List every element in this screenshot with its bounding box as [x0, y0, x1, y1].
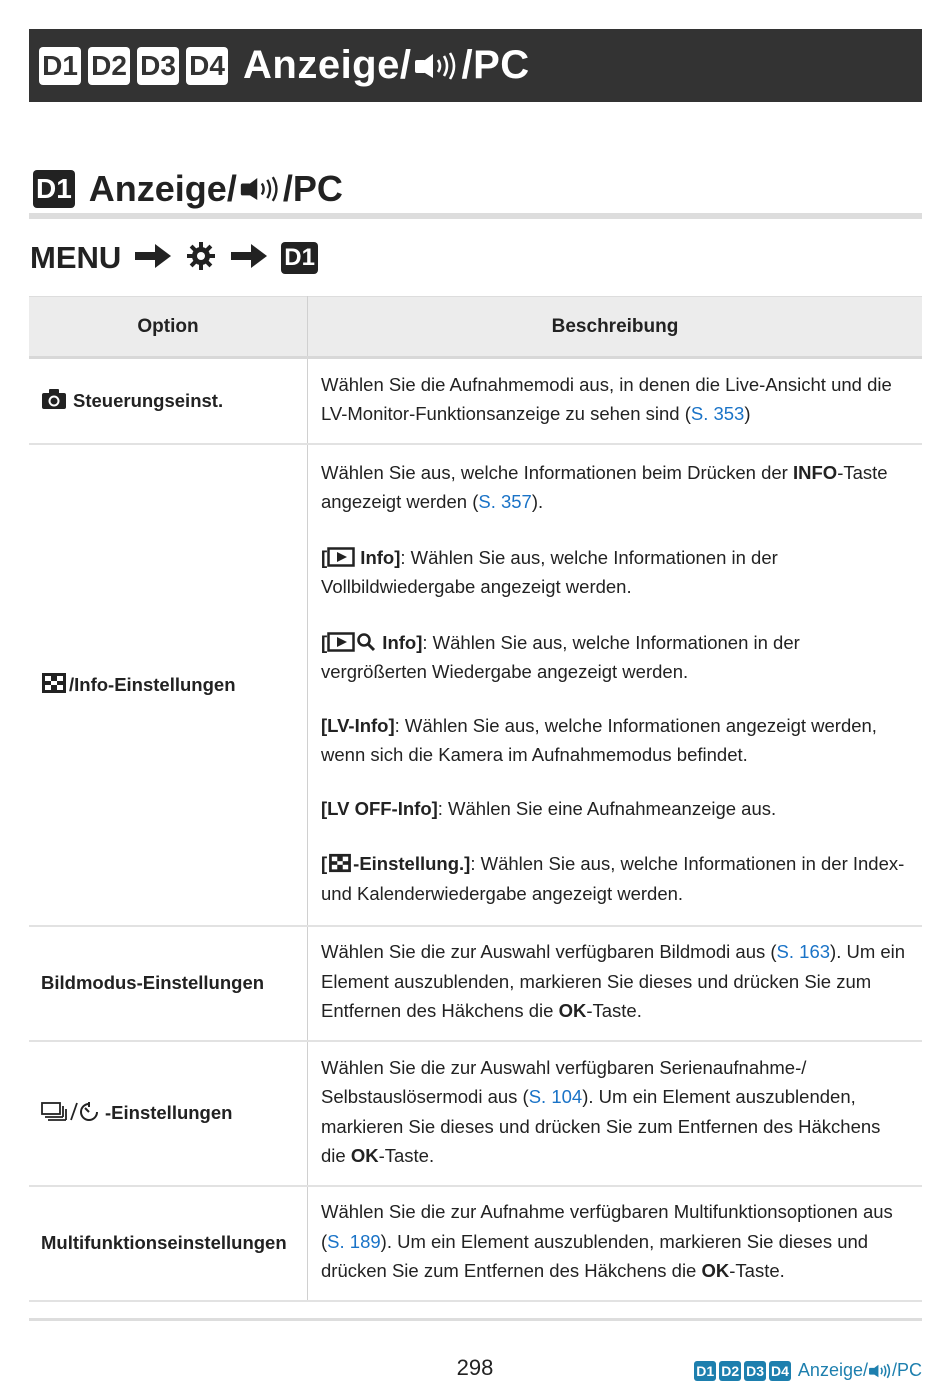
table-row: [29, 926, 922, 1041]
speaker-wireless-icon: [239, 175, 281, 203]
option-label: Bildmodus-Einstellungen: [41, 972, 265, 994]
footer-badge-d2: D2: [721, 1362, 740, 1379]
menu-badge-d1: D1: [281, 242, 318, 274]
item-label: [LV-Info]: [321, 714, 395, 736]
column-header-option: Option: [29, 297, 308, 358]
table-header-row: [29, 297, 922, 358]
option-label: -Einstellungen: [105, 1102, 233, 1124]
description-text-part: ). Um ein Element auszublenden, markieren Sie dieses und drücken Sie zum Entfernen des Häkchens die: [321, 1230, 869, 1282]
speaker-wireless-icon: [413, 51, 459, 81]
page-link[interactable]: S. 353: [690, 403, 745, 425]
menu-label: MENU: [30, 240, 122, 275]
description-text-part: -Taste angezeigt werden (: [321, 461, 888, 513]
description-text-part: Wählen Sie die Aufnahmemodi aus, in denen die Live-Ansicht und die LV-Monitor-Funktionsanzeige zu sehen sind (: [321, 373, 892, 425]
column-header-description: Beschreibung: [308, 297, 923, 358]
arrow-right-icon: [229, 241, 269, 276]
chapter-badge-d1: D1: [39, 47, 81, 85]
section-divider: [29, 213, 922, 219]
description-text: [321, 1197, 910, 1286]
description-intro: [321, 458, 910, 517]
option-label: Steuerungseinst.: [73, 390, 224, 411]
item-label: [LV OFF-Info]: [321, 797, 438, 819]
description-text-part: ).: [531, 491, 544, 513]
item-label: Info]: [377, 631, 423, 653]
item-label: -Einstellung.]: [353, 853, 471, 875]
option-label: Multifunktionseinstellungen: [41, 1232, 287, 1254]
option-cell: [29, 1186, 308, 1301]
info-item: [321, 711, 910, 770]
option-cell: [29, 444, 308, 926]
description-cell: [308, 444, 923, 926]
description-cell: [308, 358, 923, 444]
chapter-badge-d4: D4: [186, 47, 228, 85]
footer-badge-d3: D3: [746, 1362, 765, 1379]
footer-badge-d1: D1: [696, 1362, 715, 1379]
option-cell: [29, 358, 308, 444]
description-text-part: Wählen Sie die zur Aufnahme verfügbaren Multifunktionsoptionen aus (: [321, 1201, 893, 1252]
chapter-title: [243, 43, 530, 88]
page-number: 298: [456, 1355, 494, 1380]
playback-icon: [327, 547, 355, 568]
item-text: : Wählen Sie eine Aufnahmeanzeige aus.: [437, 797, 777, 819]
item-text: : Wählen Sie aus, welche Informationen in der Index- und Kalenderwiedergabe angezeigt werden.: [321, 853, 905, 904]
description-text-part: -Taste.: [586, 1000, 642, 1022]
playback-zoom-icon: [327, 632, 377, 653]
menu-path: [30, 236, 318, 280]
page-link[interactable]: S. 357: [478, 491, 532, 513]
index-grid-icon: [41, 670, 67, 700]
gear-icon: [185, 240, 217, 277]
footer-chapter-title: [798, 1360, 922, 1381]
item-label-bracket: [: [321, 631, 328, 653]
footer-badge-d4: D4: [771, 1362, 789, 1379]
description-cell: [308, 1041, 923, 1186]
info-item: [321, 628, 910, 687]
option-cell: [29, 1041, 308, 1186]
page-link[interactable]: S. 163: [776, 941, 831, 963]
chapter-badge-d2: D2: [88, 47, 130, 85]
description-text: [321, 370, 910, 429]
description-cell: [308, 926, 923, 1041]
chapter-header-bar: [29, 29, 922, 102]
footer-chapter-link[interactable]: [694, 1360, 922, 1381]
table-row: [29, 444, 922, 926]
option-label: /Info-Einstellungen: [69, 673, 236, 695]
description-cell: [308, 1186, 923, 1301]
description-text-part: ). Um ein Element auszublenden, markieren Sie dieses und drücken Sie zum Entfernen des Häkchens die: [321, 1086, 881, 1166]
description-text-part: ): [744, 403, 751, 425]
section-title-prefix: Anzeige/: [88, 168, 237, 209]
item-text: : Wählen Sie aus, welche Informationen in der vergrößerten Wiedergabe angezeigt werden.: [321, 631, 800, 683]
description-text-part: -Taste.: [378, 1145, 435, 1166]
info-item: [321, 794, 910, 824]
page-link[interactable]: S. 189: [327, 1230, 381, 1252]
chapter-title-suffix: /PC: [461, 43, 530, 87]
footer-title-prefix: Anzeige/: [797, 1360, 868, 1380]
info-key-label: INFO: [793, 461, 838, 483]
drive-self-timer-icon: [41, 1098, 103, 1128]
description-text: [321, 1053, 910, 1171]
page-link[interactable]: S. 104: [528, 1086, 583, 1107]
chapter-badge-d3: D3: [137, 47, 179, 85]
info-item: [321, 543, 910, 602]
description-text: [321, 937, 910, 1026]
camera-icon: [41, 386, 67, 416]
description-text-part: Wählen Sie aus, welche Informationen beim Drücken der: [321, 461, 793, 483]
table-row: [29, 358, 922, 444]
footer-divider: [29, 1318, 922, 1321]
options-table: [29, 296, 922, 1302]
arrow-right-icon: [133, 241, 173, 276]
chapter-title-prefix: Anzeige/: [243, 43, 412, 87]
section-badge-d1: D1: [33, 170, 75, 208]
description-text-part: Wählen Sie die zur Auswahl verfügbaren Serienaufnahme-/ Selbstauslösermodi aus (: [321, 1056, 807, 1107]
item-label: Info]: [355, 546, 401, 568]
ok-key-label: OK: [350, 1145, 379, 1166]
index-grid-icon: [327, 853, 353, 874]
footer-title-suffix: /PC: [891, 1360, 922, 1380]
description-text-part: -Taste.: [729, 1260, 785, 1282]
item-text: : Wählen Sie aus, welche Informationen angezeigt werden, wenn sich die Kamera im Aufnahmemodus befindet.: [321, 714, 877, 766]
ok-key-label: OK: [558, 1000, 587, 1022]
table-row: [29, 1041, 922, 1186]
item-text: : Wählen Sie aus, welche Informationen in der Vollbildwiedergabe angezeigt werden.: [321, 546, 778, 598]
description-text-part: Wählen Sie die zur Auswahl verfügbaren Bildmodi aus (: [321, 941, 777, 963]
speaker-wireless-icon: [868, 1363, 892, 1379]
section-heading: [33, 165, 343, 213]
description-text-part: ). Um ein Element auszublenden, markieren Sie dieses und drücken Sie zum Entfernen des Häkchens die: [321, 941, 906, 1022]
section-title-suffix: /PC: [282, 168, 343, 209]
ok-key-label: OK: [701, 1260, 730, 1282]
section-title: [89, 168, 343, 210]
option-cell: [29, 926, 308, 1041]
table-row: [29, 1186, 922, 1301]
item-label-bracket: [: [321, 546, 328, 568]
info-item: [321, 849, 910, 908]
item-label-bracket: [: [321, 853, 328, 875]
